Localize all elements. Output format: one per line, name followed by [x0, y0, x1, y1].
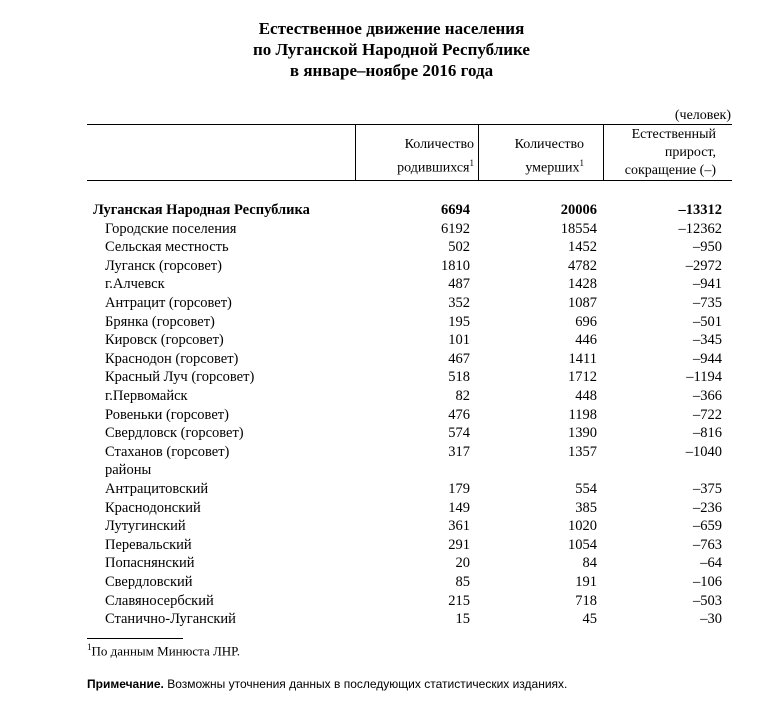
growth-value: –501 — [693, 313, 722, 330]
deaths-value: 1054 — [568, 536, 597, 553]
table-row — [0, 554, 783, 573]
table-row — [0, 406, 783, 425]
title-line-2: по Луганской Народной Республике — [253, 40, 530, 59]
growth-value: –13312 — [678, 202, 722, 218]
deaths-value: 448 — [575, 388, 597, 404]
table-header-rule — [87, 180, 732, 181]
row-name: Свердловский — [105, 574, 193, 590]
row-name: Лутугинский — [105, 518, 186, 535]
table-row-total — [0, 201, 783, 220]
deaths-value: 1198 — [568, 406, 597, 423]
row-name: районы — [105, 462, 152, 479]
table-row — [0, 294, 783, 313]
births-value: 574 — [448, 425, 470, 442]
row-name: Кировск (горсовет) — [105, 332, 224, 349]
deaths-value: 84 — [582, 555, 597, 572]
title-line-3: в январе–ноябре 2016 года — [289, 61, 494, 80]
births-value: 6192 — [441, 220, 470, 237]
footnote — [87, 642, 240, 659]
growth-value: –345 — [693, 332, 722, 349]
table-row — [0, 499, 783, 518]
deaths-value: 191 — [575, 574, 597, 590]
row-name: Станично-Луганский — [105, 611, 236, 628]
table-row — [0, 610, 783, 629]
footnote-marker: 1 — [87, 642, 92, 652]
table-row — [0, 573, 783, 592]
header-births-line2: родившихся — [397, 160, 470, 176]
growth-value: –941 — [693, 276, 722, 293]
births-value: 149 — [448, 499, 470, 516]
title-line-1: Естественное движение населения — [258, 19, 525, 38]
row-name: Попаснянский — [105, 555, 195, 572]
growth-value: –659 — [693, 518, 722, 535]
growth-value: –375 — [693, 481, 722, 497]
row-name: Красный Луч (горсовет) — [105, 369, 255, 386]
births-value: 352 — [448, 295, 470, 311]
deaths-value: 1087 — [568, 295, 597, 311]
header-deaths-line2: умерших — [525, 160, 580, 176]
header-births-sup: 1 — [469, 158, 474, 168]
births-value: 291 — [448, 536, 470, 553]
footnote-separator — [87, 638, 183, 639]
table-top-rule — [87, 124, 732, 125]
note-text: Возможны уточнения данных в последующих статистических изданиях. — [163, 677, 568, 691]
growth-value: –503 — [693, 592, 722, 609]
deaths-value: 1428 — [568, 276, 597, 293]
deaths-value: 554 — [575, 481, 597, 497]
growth-value: –722 — [693, 406, 722, 423]
births-value: 215 — [448, 592, 470, 609]
growth-value: –950 — [693, 239, 722, 256]
header-deaths — [479, 136, 584, 178]
header-deaths-sup: 1 — [579, 158, 584, 168]
deaths-value: 385 — [575, 499, 597, 516]
deaths-value: 20006 — [560, 202, 597, 218]
deaths-value: 4782 — [568, 257, 597, 274]
deaths-value: 1020 — [568, 518, 597, 535]
growth-value: –64 — [700, 555, 722, 572]
row-name: Антрацитовский — [105, 481, 209, 497]
growth-value: –735 — [693, 295, 722, 311]
deaths-value: 1452 — [568, 239, 597, 256]
note — [87, 677, 567, 691]
deaths-value: 1390 — [568, 425, 597, 442]
growth-value: –944 — [693, 350, 722, 367]
header-growth — [604, 126, 716, 180]
growth-value: –30 — [700, 611, 722, 628]
growth-value: –763 — [693, 536, 722, 553]
unit-label: (человек) — [674, 108, 731, 123]
growth-value: –1194 — [686, 369, 722, 386]
row-name: Антрацит (горсовет) — [105, 295, 232, 311]
row-name: г.Первомайск — [105, 388, 188, 404]
table-row — [0, 275, 783, 294]
growth-value: –106 — [693, 574, 722, 590]
row-name: Луганская Народная Республика — [93, 202, 310, 218]
births-value: 195 — [448, 313, 470, 330]
growth-value: –12362 — [678, 220, 722, 237]
births-value: 20 — [455, 555, 470, 572]
table-row — [0, 536, 783, 555]
row-name: Сельская местность — [105, 239, 229, 256]
row-name: Краснодонский — [105, 499, 201, 516]
growth-value: –1040 — [685, 443, 722, 460]
table-row — [0, 238, 783, 257]
growth-value: –366 — [693, 388, 722, 404]
footnote-text: По данным Минюста ЛНР. — [91, 643, 241, 659]
deaths-value: 1712 — [568, 369, 597, 386]
header-deaths-line1: Количество — [514, 137, 584, 152]
births-value: 502 — [448, 239, 470, 256]
table-row — [0, 220, 783, 239]
document-title — [0, 18, 783, 81]
row-name: Ровеньки (горсовет) — [105, 406, 229, 423]
table-row — [0, 517, 783, 536]
table-row — [0, 443, 783, 462]
deaths-value: 1357 — [568, 443, 597, 460]
births-value: 476 — [448, 406, 470, 423]
row-name: г.Алчевск — [105, 276, 165, 293]
note-label: Примечание. — [87, 677, 164, 691]
table-row — [0, 350, 783, 369]
births-value: 6694 — [441, 202, 470, 218]
deaths-value: 446 — [575, 332, 597, 349]
births-value: 82 — [455, 388, 470, 404]
header-growth-line1: Естественный — [631, 127, 716, 142]
table-row — [0, 424, 783, 443]
table-row — [0, 461, 783, 480]
row-name: Славяносербский — [105, 592, 214, 609]
deaths-value: 18554 — [560, 220, 597, 237]
table-row — [0, 592, 783, 611]
births-value: 487 — [448, 276, 470, 293]
growth-value: –816 — [693, 425, 722, 442]
births-value: 15 — [455, 611, 470, 628]
births-value: 518 — [448, 369, 470, 386]
births-value: 1810 — [441, 257, 470, 274]
table-row — [0, 387, 783, 406]
deaths-value: 696 — [575, 313, 597, 330]
row-name: Городские поселения — [105, 220, 237, 237]
births-value: 85 — [455, 574, 470, 590]
growth-value: –236 — [693, 499, 722, 516]
births-value: 101 — [448, 332, 470, 349]
header-growth-line2: прирост, — [664, 145, 716, 160]
table-row — [0, 331, 783, 350]
row-name: Перевальский — [105, 536, 192, 553]
births-value: 361 — [448, 518, 470, 535]
growth-value: –2972 — [685, 257, 722, 274]
births-value: 179 — [448, 481, 470, 497]
row-name: Брянка (горсовет) — [105, 313, 215, 330]
header-births-line1: Количество — [404, 137, 474, 152]
births-value: 317 — [448, 443, 470, 460]
row-name: Луганск (горсовет) — [105, 257, 222, 274]
row-name: Свердловск (горсовет) — [105, 425, 244, 442]
table-row — [0, 313, 783, 332]
table-row — [0, 368, 783, 387]
header-births — [356, 136, 474, 178]
deaths-value: 1411 — [568, 350, 597, 367]
header-growth-line3: сокращение (–) — [624, 163, 716, 178]
deaths-value: 718 — [575, 592, 597, 609]
row-name: Краснодон (горсовет) — [105, 350, 239, 367]
row-name: Стаханов (горсовет) — [105, 443, 230, 460]
table-row — [0, 257, 783, 276]
deaths-value: 45 — [582, 611, 597, 628]
births-value: 467 — [448, 350, 470, 367]
table-row — [0, 480, 783, 499]
